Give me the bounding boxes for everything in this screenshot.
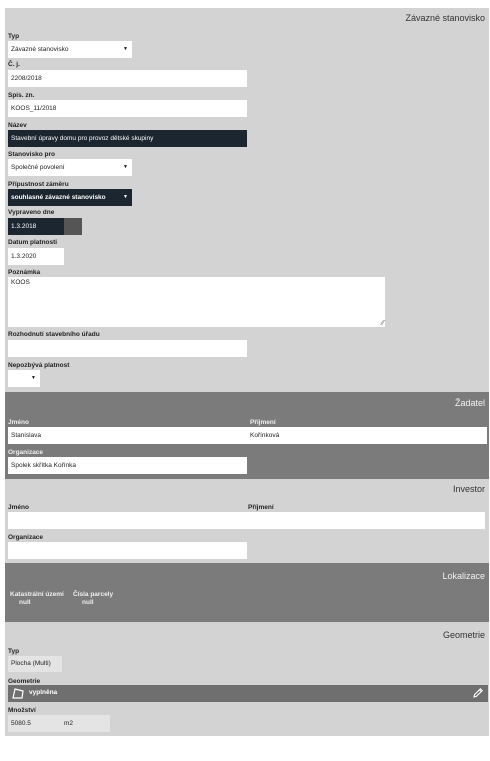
zadatel-prijmeni-input[interactable]: Kořínková xyxy=(247,427,487,444)
pripustnost-select[interactable] xyxy=(8,189,132,206)
typ-label: Typ xyxy=(8,33,20,40)
section-title: Lokalizace xyxy=(442,571,485,581)
poznamka-label: Poznámka xyxy=(8,269,41,276)
nepozbyva-label: Nepozbývá platnost xyxy=(8,362,70,369)
pripustnost-label: Přípustnost záměru xyxy=(8,181,69,188)
poznamka-textarea[interactable] xyxy=(8,277,385,327)
investor-prijmeni-input[interactable] xyxy=(247,512,485,529)
katastralni-uzemi-value: null xyxy=(19,599,31,606)
polygon-icon xyxy=(11,687,25,702)
geometrie-typ-label: Typ xyxy=(8,648,20,655)
pencil-icon[interactable] xyxy=(472,687,484,701)
vypraveno-label: Vypraveno dne xyxy=(8,209,55,216)
platnost-input[interactable]: 1.3.2020 xyxy=(8,248,64,265)
investor-jmeno-label: Jméno xyxy=(8,504,29,511)
geometrie-typ-value: Plocha (Multi) xyxy=(11,660,51,667)
chevron-down-icon: ▼ xyxy=(123,194,128,200)
chevron-down-icon: ▼ xyxy=(123,164,128,170)
date-picker-button[interactable] xyxy=(64,218,82,235)
zadatel-organizace-label: Organizace xyxy=(8,449,44,456)
cisla-parcely-value: null xyxy=(82,599,94,606)
rozhodnuti-input[interactable] xyxy=(8,340,247,357)
cj-label: Č. j. xyxy=(8,61,20,68)
pripustnost-value: souhlasné závazné stanovisko xyxy=(11,194,106,201)
typ-select-value: Závazné stanovisko xyxy=(11,46,69,53)
zadatel-organizace-input[interactable]: Spolek skřítka Kořínka xyxy=(8,457,247,474)
section-title: Investor xyxy=(452,484,485,494)
poznamka-value: KOOS xyxy=(11,279,30,286)
section-title: Žadatel xyxy=(454,398,485,408)
chevron-down-icon: ▼ xyxy=(123,46,128,52)
zadatel-prijmeni-label: Příjmení xyxy=(250,419,276,426)
section-zadatel xyxy=(5,392,489,479)
mnozstvi-value: 5080.5 xyxy=(11,720,31,727)
section-lokalizace xyxy=(5,563,489,622)
nazev-label: Název xyxy=(8,122,27,129)
section-zavazne-stanovisko xyxy=(5,8,489,392)
zadatel-jmeno-label: Jméno xyxy=(8,419,29,426)
geometrie-status: vyplněna xyxy=(29,689,58,696)
chevron-down-icon: ▼ xyxy=(31,375,36,381)
zadatel-jmeno-input[interactable]: Stanislava xyxy=(8,427,247,444)
section-investor xyxy=(5,479,489,563)
geometrie-label: Geometrie xyxy=(8,678,41,685)
mnozstvi-label: Množství xyxy=(8,707,36,714)
platnost-label: Datum platnosti xyxy=(8,239,58,246)
investor-organizace-input[interactable] xyxy=(8,542,247,559)
section-title: Geometrie xyxy=(442,630,485,640)
spis-label: Spis. zn. xyxy=(8,92,35,99)
nepozbyva-select[interactable] xyxy=(8,370,40,387)
katastralni-uzemi-label: Katastrální území xyxy=(10,591,64,598)
mnozstvi-box xyxy=(8,715,110,732)
section-title: Závazné stanovisko xyxy=(405,13,485,23)
mnozstvi-unit: m2 xyxy=(64,720,74,727)
vypraveno-input[interactable]: 1.3.2018 xyxy=(8,218,64,235)
stanovisko-pro-select[interactable] xyxy=(8,159,132,176)
investor-organizace-label: Organizace xyxy=(8,534,44,541)
cisla-parcely-label: Čísla parcely xyxy=(73,591,114,598)
investor-jmeno-input[interactable] xyxy=(8,512,247,529)
nazev-input[interactable]: Stavební úpravy domu pro provoz dětské skupiny xyxy=(8,130,247,147)
cj-input[interactable]: 2208/2018 xyxy=(8,70,247,87)
stanovisko-pro-label: Stanovisko pro xyxy=(8,151,55,158)
stanovisko-pro-value: Společné povolení xyxy=(11,164,65,171)
geometrie-bar xyxy=(8,685,488,702)
typ-select[interactable] xyxy=(8,41,132,58)
resize-handle-icon[interactable]: ⁄⁄ xyxy=(381,320,384,327)
geometrie-typ-value-box xyxy=(8,656,62,672)
section-geometrie xyxy=(5,622,489,736)
rozhodnuti-label: Rozhodnutí stavebního úřadu xyxy=(8,331,100,338)
spis-input[interactable]: KOOS_11/2018 xyxy=(8,100,247,117)
investor-prijmeni-label: Příjmení xyxy=(248,504,274,511)
